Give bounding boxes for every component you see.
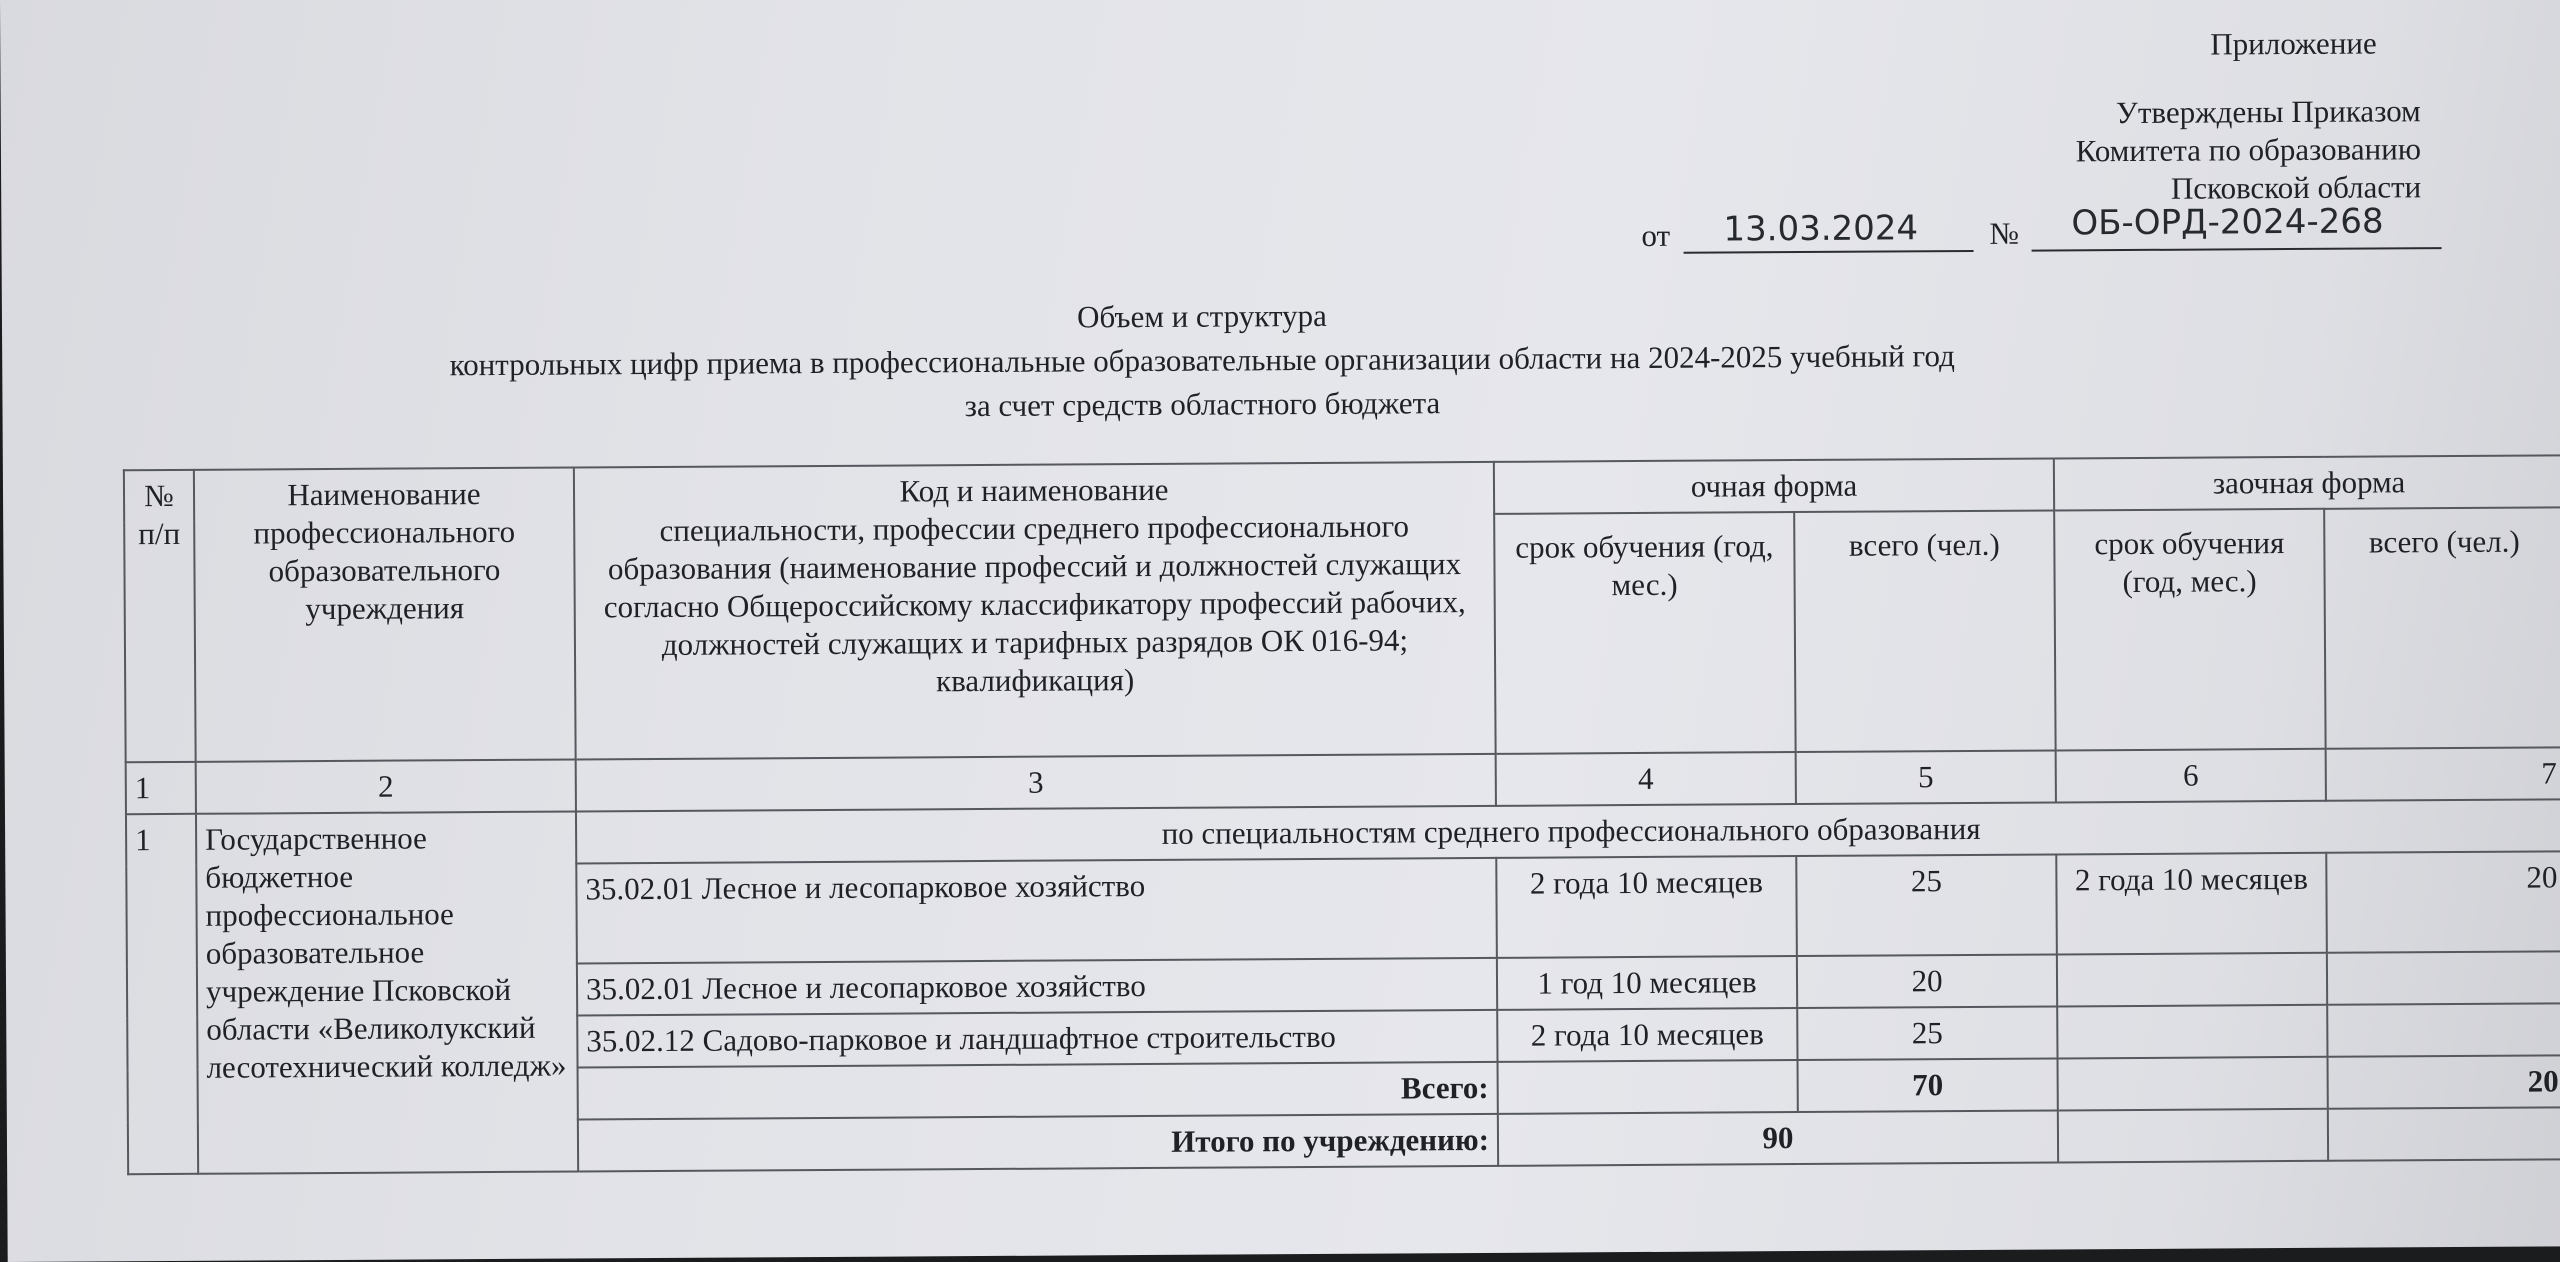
- row-ft-duration: 2 года 10 месяцев: [1497, 1008, 1797, 1062]
- grand-total-value: 90: [1498, 1110, 2058, 1165]
- header-total-2: всего (чел.): [2324, 507, 2560, 748]
- header-duration: срок обучения (год, мес.): [1494, 512, 1795, 754]
- row-pt-total: 20: [2326, 851, 2560, 952]
- section-label: по специальностям среднего профессионального образования: [576, 799, 2560, 863]
- row-code: 35.02.01 Лесное и лесопарковое хозяйство: [577, 958, 1497, 1016]
- row-code: 35.02.12 Садово-парковое и ландшафтное строительство: [577, 1010, 1497, 1068]
- header-num: № п/п: [124, 470, 196, 762]
- row-ft-duration: 1 год 10 месяцев: [1497, 956, 1797, 1010]
- approved-line-2: Комитета по образованию: [2075, 131, 2422, 169]
- subtotal-ft-total: 70: [1798, 1058, 2058, 1112]
- column-number: 5: [1796, 750, 2056, 804]
- grand-total-empty: [2328, 1107, 2560, 1160]
- header-code-line1: Код и наименование: [899, 471, 1169, 509]
- number-field: [2031, 201, 2441, 252]
- grand-total-label: Итого по учреждению:: [578, 1114, 1498, 1172]
- institution-name: Государственное бюджетное профессиональное образовательное учреждение Псковской области «Великолукский лесотехнический колледж»: [196, 811, 578, 1173]
- row-ft-total: 20: [1797, 954, 2057, 1008]
- subtotal-pt-total: 20: [2327, 1055, 2560, 1108]
- row-ft-total: 25: [1797, 1006, 2057, 1060]
- row-pt-total: [2327, 951, 2560, 1004]
- row-pt-duration: 2 года 10 месяцев: [2056, 853, 2327, 955]
- column-number: 7: [2326, 747, 2560, 800]
- header-code: [574, 462, 1496, 760]
- column-number: 2: [196, 759, 576, 813]
- row-ft-total: 25: [1796, 854, 2057, 956]
- appendix-label: Приложение: [2210, 25, 2377, 62]
- date-value: 13.03.2024: [1723, 208, 1919, 250]
- title-line-1: Объем и структура: [1076, 297, 1327, 335]
- header-institution: Наименование профессионального образовательного учреждения: [194, 468, 576, 762]
- date-prefix: от: [1641, 217, 1671, 253]
- header-duration-2: срок обучения (год, мес.): [2054, 509, 2325, 751]
- admission-table: [123, 454, 2560, 1175]
- approved-line-3: Псковской области: [2170, 169, 2422, 206]
- header-full-time: очная форма: [1494, 458, 2054, 513]
- row-ft-duration: 2 года 10 месяцев: [1496, 856, 1797, 958]
- column-number: 3: [576, 754, 1496, 812]
- title-line-2: контрольных цифр приема в профессиональные образовательные организации области на 2024-2025 учебный год: [449, 338, 1955, 383]
- grand-total-empty: [2058, 1109, 2328, 1163]
- column-number: 4: [1496, 752, 1796, 806]
- title-line-3: за счет средств областного бюджета: [964, 385, 1441, 424]
- row-pt-duration: [2057, 1005, 2327, 1059]
- header-part-time: заочная форма: [2054, 455, 2560, 510]
- row-pt-total: [2327, 1003, 2560, 1056]
- header-total: всего (чел.): [1794, 510, 2055, 752]
- approved-line-1: Утверждены Приказом: [2115, 93, 2421, 131]
- date-field: [1683, 210, 1973, 254]
- subtotal-label: Всего:: [578, 1062, 1498, 1120]
- number-value: ОБ-ОРД-2024-268: [2071, 201, 2384, 244]
- row-code: 35.02.01 Лесное и лесопарковое хозяйство: [576, 858, 1497, 964]
- row-pt-duration: [2057, 953, 2327, 1007]
- column-number: 6: [2056, 749, 2326, 803]
- number-prefix: №: [1989, 215, 2020, 251]
- column-number: 1: [126, 762, 196, 814]
- subtotal-empty: [2058, 1057, 2328, 1111]
- institution-num: 1: [126, 814, 198, 1174]
- header-code-rest: специальности, профессии среднего профессионального образования (наименование профессий и должностей служащих согласно Общероссийскому классификатору профессий рабочих, должностей служащих и тарифных разрядов ОК 016-94; квалификация): [603, 508, 1466, 699]
- subtotal-empty: [1498, 1060, 1798, 1114]
